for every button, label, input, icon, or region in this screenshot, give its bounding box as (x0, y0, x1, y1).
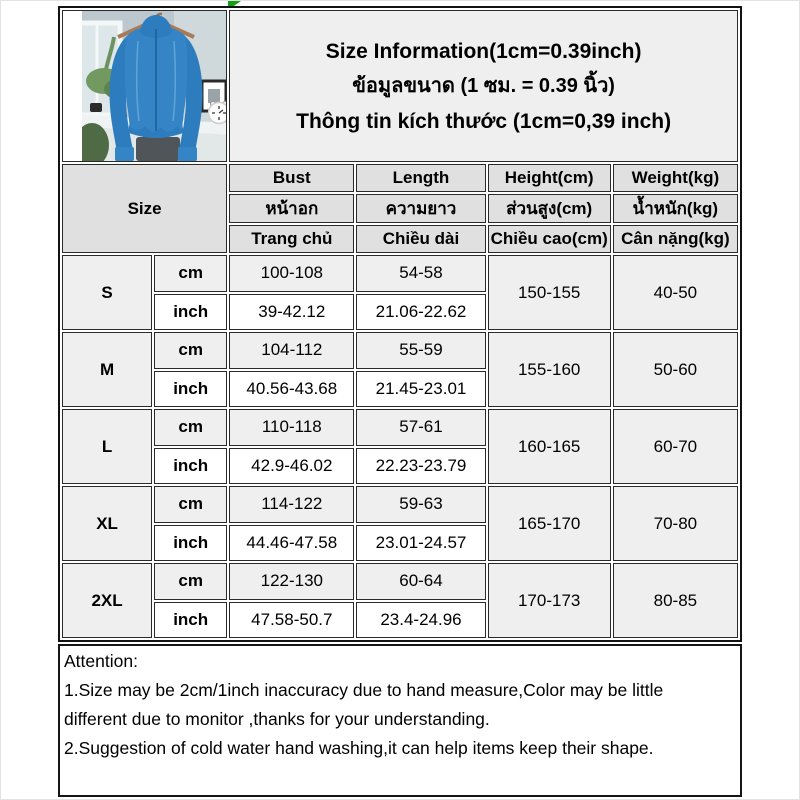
unit-inch-label: inch (154, 525, 227, 562)
col-header-length-en: Length (356, 164, 485, 192)
height-value: 170-173 (488, 563, 611, 638)
length-cm-value: 60-64 (356, 563, 485, 600)
length-inch-value: 21.45-23.01 (356, 371, 485, 408)
header-row-english (62, 164, 738, 192)
col-header-length-th: ความยาว (356, 194, 485, 223)
height-value: 160-165 (488, 409, 611, 484)
attention-note-box (58, 644, 742, 797)
length-inch-value: 22.23-23.79 (356, 448, 485, 485)
bust-inch-value: 42.9-46.02 (229, 448, 354, 485)
unit-inch-label: inch (154, 294, 227, 331)
col-header-bust-en: Bust (229, 164, 354, 192)
bust-inch-value: 39-42.12 (229, 294, 354, 331)
col-header-length-vi: Chiều dài (356, 225, 485, 253)
length-cm-value: 59-63 (356, 486, 485, 523)
col-header-height-vi: Chiều cao(cm) (488, 225, 611, 253)
attention-heading: Attention: (64, 651, 138, 671)
title-cell (229, 10, 738, 162)
weight-value: 40-50 (613, 255, 738, 330)
jacket-illustration (82, 11, 227, 161)
length-inch-value: 23.4-24.96 (356, 602, 485, 639)
length-cm-value: 54-58 (356, 255, 485, 292)
weight-value: 80-85 (613, 563, 738, 638)
weight-value: 70-80 (613, 486, 738, 561)
attention-line: 2.Suggestion of cold water hand washing,it can help items keep their shape. (64, 738, 654, 758)
size-label: XL (62, 486, 152, 561)
bust-cm-value: 114-122 (229, 486, 354, 523)
size-label: 2XL (62, 563, 152, 638)
bust-inch-value: 40.56-43.68 (229, 371, 354, 408)
weight-value: 50-60 (613, 332, 738, 407)
unit-cm-label: cm (154, 563, 227, 600)
size-label: L (62, 409, 152, 484)
table-row (62, 486, 738, 523)
unit-inch-label: inch (154, 371, 227, 408)
product-photo-cell (62, 10, 227, 162)
table-row (62, 255, 738, 292)
col-header-bust-vi: Trang chủ (229, 225, 354, 253)
weight-value: 60-70 (613, 409, 738, 484)
unit-cm-label: cm (154, 486, 227, 523)
bust-inch-value: 44.46-47.58 (229, 525, 354, 562)
length-cm-value: 55-59 (356, 332, 485, 369)
title-english: Size Information(1cm=0.39inch) (325, 39, 642, 63)
bust-cm-value: 122-130 (229, 563, 354, 600)
size-corner-header: Size (62, 164, 227, 253)
size-information-table (58, 6, 742, 642)
size-label: S (62, 255, 152, 330)
size-label: M (62, 332, 152, 407)
col-header-height-th: ส่วนสูง(cm) (488, 194, 611, 223)
attention-line: different due to monitor ,thanks for your understanding. (64, 709, 490, 729)
col-header-weight-vi: Cân nặng(kg) (613, 225, 738, 253)
table-row (62, 409, 738, 446)
length-cm-value: 57-61 (356, 409, 485, 446)
bust-cm-value: 104-112 (229, 332, 354, 369)
photo-title-row (62, 10, 738, 162)
unit-cm-label: cm (154, 332, 227, 369)
title-thai: ข้อมูลขนาด (1 ซม. = 0.39 นิ้ว) (352, 74, 615, 97)
product-photo (82, 11, 227, 161)
height-value: 150-155 (488, 255, 611, 330)
unit-inch-label: inch (154, 448, 227, 485)
length-inch-value: 23.01-24.57 (356, 525, 485, 562)
unit-cm-label: cm (154, 255, 227, 292)
bust-cm-value: 110-118 (229, 409, 354, 446)
bust-cm-value: 100-108 (229, 255, 354, 292)
col-header-weight-th: น้ำหนัก(kg) (613, 194, 738, 223)
length-inch-value: 21.06-22.62 (356, 294, 485, 331)
bust-inch-value: 47.58-50.7 (229, 602, 354, 639)
table-row (62, 563, 738, 600)
height-value: 155-160 (488, 332, 611, 407)
title-vietnamese: Thông tin kích thước (1cm=0,39 inch) (296, 109, 672, 133)
unit-inch-label: inch (154, 602, 227, 639)
unit-cm-label: cm (154, 409, 227, 446)
col-header-weight-en: Weight(kg) (613, 164, 738, 192)
height-value: 165-170 (488, 486, 611, 561)
attention-line: 1.Size may be 2cm/1inch inaccuracy due to hand measure,Color may be little (64, 680, 664, 700)
table-row (62, 332, 738, 369)
col-header-bust-th: หน้าอก (229, 194, 354, 223)
col-header-height-en: Height(cm) (488, 164, 611, 192)
